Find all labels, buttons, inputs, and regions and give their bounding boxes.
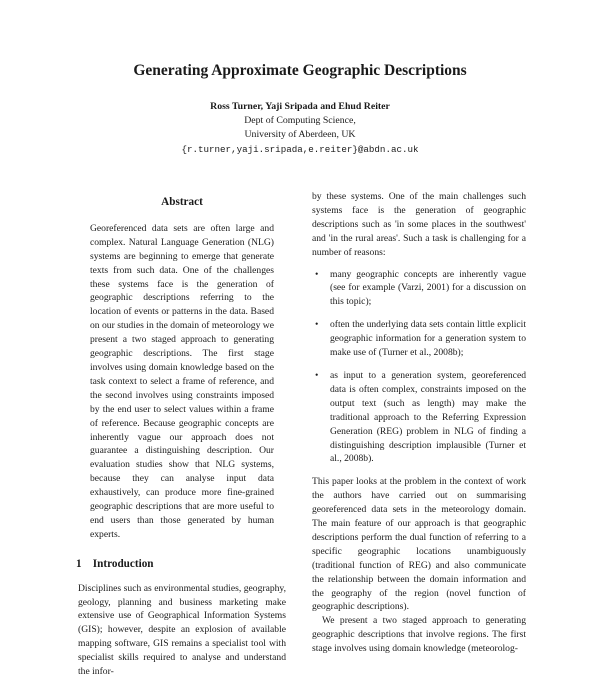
author-names: Ross Turner, Yaji Sripada and Ehud Reiter [210,101,390,112]
author-block [0,100,600,157]
bullet-icon: • [315,369,319,381]
right-paragraph-2: This paper looks at the problem in the context of work the authors have carried out on summarising georeferenced data sets in the meteorology domain. The main feature of our approach is that geographic descriptions perform the dual function of referring to a specific geographic locations unambiguously (traditional function of REG) and also communicate the relationship between the domain information and the geography of the region (novel function of geographic descriptions). [312,476,526,613]
abstract-text: Georeferenced data sets are often large and complex. Natural Language Generation (NLG) systems are beginning to emerge that generate texts from such data. One of the challenges these systems face is the generation of geographic descriptions referring to the location of events or patterns in the data. Based on our studies in the domain of meteorology we present a two staged approach to generating geographic descriptions. The first stage involves using domain knowledge based on the task context to select a frame of reference, and the second involves using constraints imposed by the end user to select values within a frame of reference. Because geographic concepts are inherently vague our approach does not guarantee a distinguishing description. Our evaluation studies show that NLG systems, because they can analyse input data exhaustively, can produce more fine-grained geographic descriptions that are more useful to end users than those generated by human experts. [90,222,274,540]
list-item: • as input to a generation system, georeferenced data is often complex, constraints imposed on the output text (such as length) may make the traditional approach to the Referring Expression Generation (REG) problem in NLG of finding a distinguishing description implausible (Turner et al., 2008b). [315,369,526,465]
list-item: • many geographic concepts are inherently vague (see for example (Varzi, 2001) for a discussion on this topic); [315,268,526,308]
right-paragraph-1: by these systems. One of the main challenges such systems face is the generation of geographic descriptions such as 'in some places in the southwest' and 'in the rural areas'. Such a task is challenging for a number of reasons: [312,191,526,258]
right-paragraph-3: We present a two staged approach to generating geographic descriptions that involve regions. The first stage involves using domain knowledge (meteorolog- [312,615,526,655]
affiliation-university: University of Aberdeen, UK [244,129,356,141]
author-email: {r.turner,yaji.sripada,e.reiter}@abdn.ac.uk [181,143,419,155]
section-number: 1 [76,557,82,570]
section-title: Introduction [92,557,154,570]
affiliation-dept: Dept of Computing Science, [244,115,356,127]
intro-paragraph: Disciplines such as environmental studies, geography, geology, planning and business marketing make extensive use of Geographical Information Systems (GIS); however, despite an explosion of available mapping software, GIS remains a specialist tool with specialist skills required to analyse and understand the infor- [78,582,286,678]
list-item: • often the underlying data sets contain little explicit geographic information for a generation system to make use of (Turner et al., 2008b); [315,319,526,359]
reasons-list [312,268,526,467]
left-column [78,196,286,679]
bullet-icon: • [315,319,319,331]
section-heading-introduction [76,558,286,572]
abstract-heading: Abstract [161,196,203,208]
bullet-icon: • [315,268,319,280]
paper-title: Generating Approximate Geographic Descriptions [133,62,467,79]
right-column [312,190,526,656]
